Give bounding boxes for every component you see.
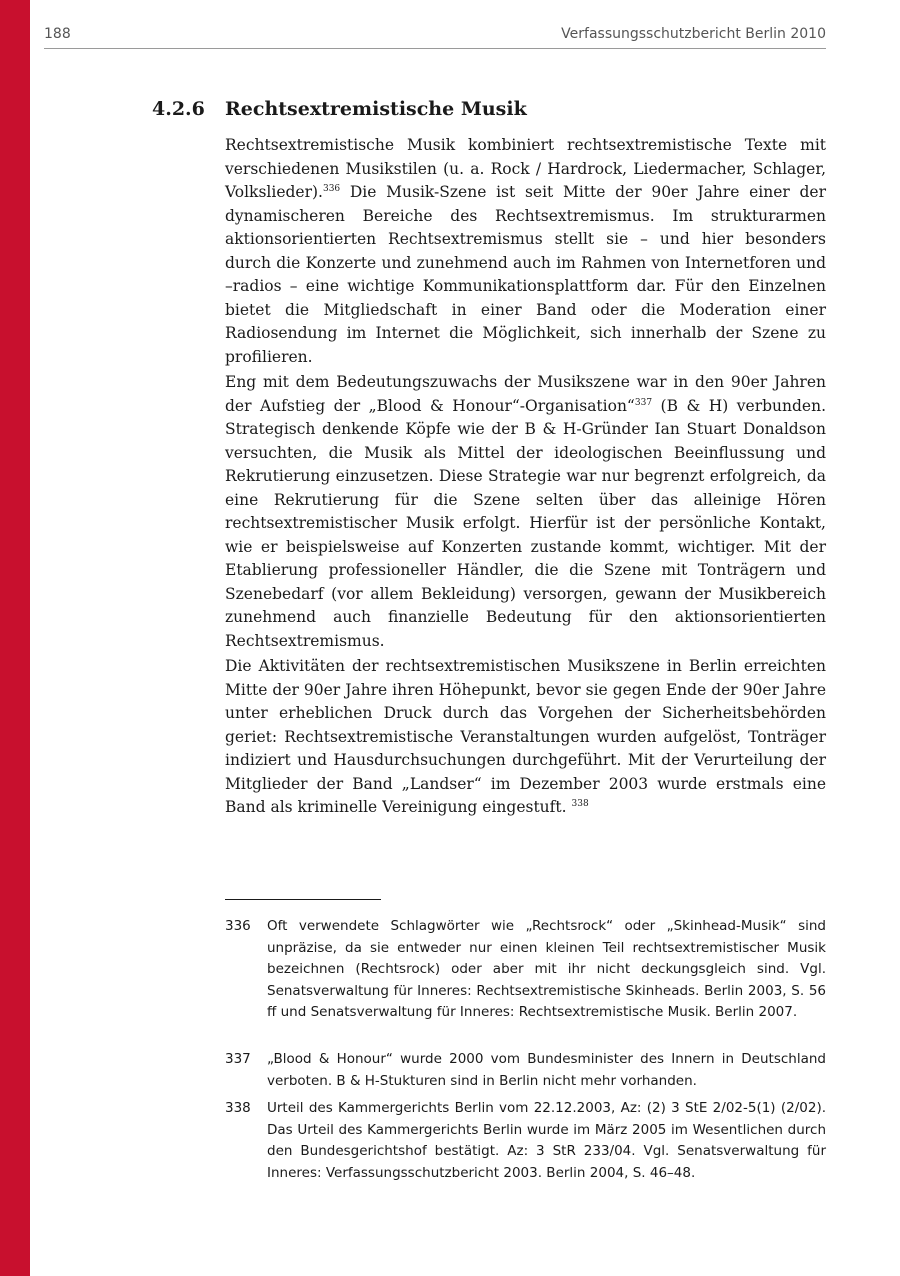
footnote-number: 338 <box>225 1100 251 1116</box>
footnote-ref-336[interactable]: 336 <box>322 184 341 194</box>
footnote-separator <box>225 899 381 900</box>
footnote-ref-337[interactable]: 337 <box>634 397 653 408</box>
footnote-337 <box>225 1049 826 1092</box>
running-header <box>44 22 826 49</box>
footnote-ref-338[interactable]: 338 <box>571 799 589 809</box>
body-paragraph: Rechtsextremistische Musik kombiniert rechtsextremistische Texte mit verschiedenen Musikstilen (u. a. Rock / Hardrock, Liedermacher, Schlager, Volkslieder).$^{336}$ Die Musik-Szene ist seit Mitte der 90er Jahre einer der dynamischeren Bereiche des Rechtsextremismus. Im strukturarmen aktionsorientierten Rechtsextremismus stellt sie – und hier besonders durch die Konzerte und zunehmend auch im Rahmen von Internetforen und –radios – eine wichtige Kommunikationsplattform dar. Für den Einzelnen bietet die Mitgliedschaft in einer Band oder die Moderation einer Radiosendung im Internet die Möglichkeit, sich innerhalb der Szene zu profilieren. <box>225 136 826 366</box>
section-heading <box>152 98 828 128</box>
section-number: 4.2.6 <box>152 98 205 120</box>
footnote-text: Urteil des Kammergerichts Berlin vom 22.12.2003, Az: (2) 3 StE 2/02-5(1) (2/02). Das Urteil des Kammergerichts Berlin wurde im März 2005 im Wesentlichen durch den Bundesgerichtshof bestätigt. Az: 3 StR 233/04. Vgl. Senatsverwaltung für Inneres: Verfassungsschutzbericht 2003. Berlin 2004, S. 46–48. <box>267 1100 826 1181</box>
page-number: 188 <box>44 26 71 42</box>
footnote-text: Oft verwendete Schlagwörter wie „Rechtsrock“ oder „Skinhead-Musik“ sind unpräzise, da sie entweder nur einen kleinen Teil rechtsextremistischer Musik bezeichnen (Rechtsrock) oder aber mit ihr nicht deckungsgleich sind. Vgl. Senatsverwaltung für Inneres: Rechtsextremistische Skinheads. Berlin 2003, S. 56 ff und Senatsverwaltung für Inneres: Rechtsextremistische Musik. Berlin 2007. <box>267 918 826 1020</box>
section-title: Rechtsextremistische Musik <box>225 98 527 120</box>
document-title: Verfassungsschutzbericht Berlin 2010 <box>561 26 826 42</box>
body-paragraph: Die Aktivitäten der rechtsextremistischen Musikszene in Berlin erreichten Mitte der 90er Jahre ihren Höhepunkt, bevor sie gegen Ende der 90er Jahre unter erheblichen Druck durch das Vorgehen der Sicherheitsbehörden geriet: Rechtsextremistische Veranstaltungen wurden aufgelöst, Tonträger indiziert und Hausdurchsuchungen durchgeführt. Mit der Verurteilung der Mitglieder der Band „Landser“ im Dezember 2003 wurde erstmals eine Band als kriminelle Vereinigung eingestuft. $^{338}$ <box>225 657 826 816</box>
footnote-338 <box>225 1098 826 1184</box>
red-margin-bar <box>0 0 30 1276</box>
footnote-336 <box>225 916 826 1024</box>
footnote-text: „Blood & Honour“ wurde 2000 vom Bundesminister des Innern in Deutschland verboten. B & H-Stukturen sind in Berlin nicht mehr vorhanden. <box>267 1051 826 1089</box>
body-paragraph: Eng mit dem Bedeutungszuwachs der Musikszene war in den 90er Jahren der Aufstieg der „Blood & Honour“-Organisation“$^{337}$ (B & H) verbunden. Strategisch denkende Köpfe wie der B & H-Gründer Ian Stuart Donaldson versuchten, die Musik als Mittel der ideologischen Beeinflussung und Rekrutierung einzusetzen. Diese Strategie war nur begrenzt erfolgreich, da eine Rekrutierung für die Szene selten über das alleinige Hören rechtsextremistischer Musik erfolgt. Hierfür ist der persönliche Kontakt, wie er beispielsweise auf Konzerten zustande kommt, wichtiger. Mit der Etablierung professioneller Händler, die die Szene mit Tonträgern und Szenebedarf (vor allem Bekleidung) versorgen, gewann der Musikbereich zunehmend auch finanzielle Bedeutung für den aktionsorientierten Rechtsextremismus. <box>225 373 827 650</box>
footnote-number: 337 <box>225 1051 251 1067</box>
footnote-number: 336 <box>225 918 251 934</box>
